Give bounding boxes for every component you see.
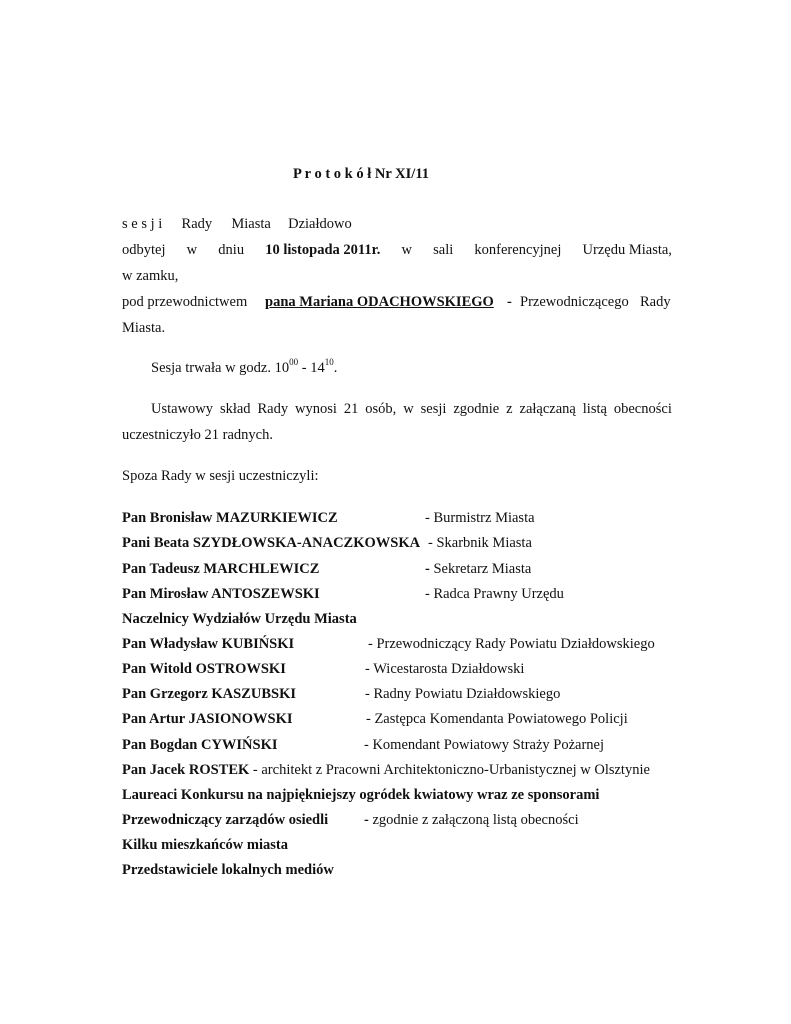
intro-word: Urzędu Miasta, xyxy=(582,242,672,258)
attendance-word: Rady xyxy=(257,401,289,417)
attendance-word: listą xyxy=(582,401,607,417)
outside-heading: Spoza Rady w sesji uczestniczyli: xyxy=(122,468,319,484)
intro-word: w xyxy=(401,242,412,258)
intro-word: Działdowo xyxy=(288,216,352,232)
intro-word: Przewodniczącego xyxy=(520,294,629,310)
intro-word: konferencyjnej xyxy=(474,242,562,258)
intro-line-3: w zamku, xyxy=(122,268,179,284)
participant-name: Pan Artur JASIONOWSKI xyxy=(122,711,293,727)
intro-line-1 xyxy=(122,216,352,233)
intro-word: dniu xyxy=(218,242,245,258)
participant-role xyxy=(364,812,579,829)
attendance-word: załączaną xyxy=(519,401,576,417)
chairman-name: pana Mariana ODACHOWSKIEGO xyxy=(265,294,494,310)
intro-line-2 xyxy=(122,242,672,259)
intro-word: Rady xyxy=(640,294,671,310)
intro-line-4 xyxy=(122,294,247,311)
attendance-word: Ustawowy xyxy=(151,401,214,417)
participant-name: Pan Bronisław MAZURKIEWICZ xyxy=(122,510,338,526)
attendance-word: z xyxy=(506,401,513,417)
participant-name: Pan Grzegorz KASZUBSKI xyxy=(122,686,296,702)
attendance-word: skład xyxy=(219,401,251,417)
session-time-mid: - 14 xyxy=(298,360,325,376)
participant-role: - Burmistrz Miasta xyxy=(425,510,535,526)
session-time-prefix: Sesja trwała w godz. 10 xyxy=(151,360,290,376)
participant-name: Kilku mieszkańców miasta xyxy=(122,837,288,853)
intro-line-5: Miasta. xyxy=(122,320,166,336)
session-time-end: . xyxy=(333,360,338,376)
intro-prefix: pod przewodnictwem xyxy=(122,294,248,310)
role-text: zgodnie z załączoną listą obecności xyxy=(368,812,579,828)
session-start-sup: 00 xyxy=(289,357,299,367)
participant-role: - Zastępca Komendanta Powiatowego Policji xyxy=(366,711,628,727)
participant-role: - Komendant Powiatowy Straży Pożarnej xyxy=(364,737,605,753)
intro-word: Rady xyxy=(181,216,213,232)
attendance-line-1 xyxy=(151,401,672,418)
participant-name: Pan Jacek ROSTEK xyxy=(122,762,250,778)
session-date: 10 listopada 2011r. xyxy=(265,242,381,258)
session-end-sup: 10 xyxy=(324,357,334,367)
session-time xyxy=(151,357,338,377)
participant-name: Przedstawiciele lokalnych mediów xyxy=(122,862,334,878)
participant-name: Pan Tadeusz MARCHLEWICZ xyxy=(122,561,320,577)
document-title: P r o t o k ó ł Nr XI/11 xyxy=(293,166,430,182)
participant-role: - Wicestarosta Działdowski xyxy=(365,661,525,677)
participant-role xyxy=(425,561,531,578)
participant-name: Przewodniczący zarządów osiedli xyxy=(122,812,329,828)
participant-name: Pan Witold OSTROWSKI xyxy=(122,661,286,677)
participant-role: - Skarbnik Miasta xyxy=(428,535,532,551)
intro-word: Miasta xyxy=(231,216,271,232)
intro-dash: - xyxy=(507,294,512,310)
attendance-word: osób, xyxy=(365,401,397,417)
intro-word: s e s j i xyxy=(122,216,163,232)
role-dash: - xyxy=(364,812,369,828)
attendance-word: obecności xyxy=(613,401,672,417)
participant-name: Laureaci Konkursu na najpiękniejszy ogródek kwiatowy wraz ze sponsorami xyxy=(122,787,600,803)
participant-line xyxy=(122,762,650,779)
attendance-word: zgodnie xyxy=(453,401,500,417)
participant-role: - Przewodniczący Rady Powiatu Działdowskiego xyxy=(368,636,655,652)
role-dash: - xyxy=(425,561,430,577)
attendance-word: 21 xyxy=(343,401,359,417)
participant-name: Pan Bogdan CYWIŃSKI xyxy=(122,737,278,753)
intro-word: sali xyxy=(433,242,454,258)
role-text: Sekretarz Miasta xyxy=(429,561,532,577)
intro-word: odbytej xyxy=(122,242,166,258)
participant-role: - Radca Prawny Urzędu xyxy=(425,586,564,602)
attendance-word: w xyxy=(403,401,414,417)
participant-role: - Radny Powiatu Działdowskiego xyxy=(365,686,561,702)
participant-name: Pani Beata SZYDŁOWSKA-ANACZKOWSKA xyxy=(122,535,421,551)
participant-name: Pan Mirosław ANTOSZEWSKI xyxy=(122,586,320,602)
attendance-word: wynosi xyxy=(295,401,337,417)
participant-role: - architekt z Pracowni Architektoniczno-Urbanistycznej w Olsztynie xyxy=(249,762,650,778)
attendance-word: sesji xyxy=(420,401,447,417)
participant-name: Naczelnicy Wydziałów Urzędu Miasta xyxy=(122,611,357,627)
intro-word: w xyxy=(186,242,198,258)
participant-name: Pan Władysław KUBIŃSKI xyxy=(122,636,295,652)
attendance-line-2: uczestniczyło 21 radnych. xyxy=(122,427,273,443)
